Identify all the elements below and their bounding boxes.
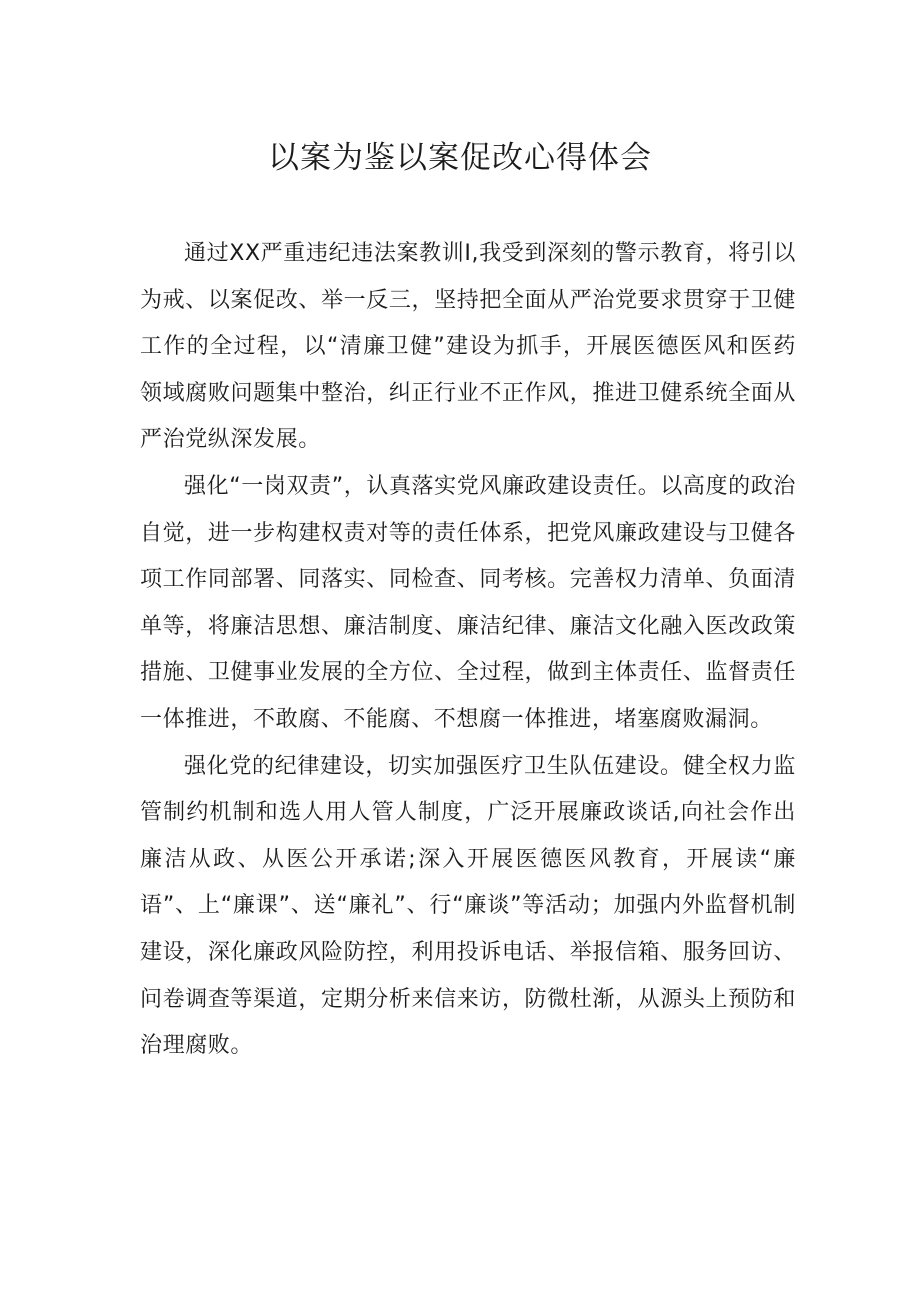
- paragraph-discipline: 强化党的纪律建设，切实加强医疗卫生队伍建设。健全权力监管制约机制和选人用人管人制度，广泛开展廉政谈话,向社会作出廉洁从政、从医公开承诺;深入开展医德医风教育，开展读“廉语”、上“廉课”、送“廉礼”、行“廉谈”等活动；加强内外监督机制建设，深化廉政风险防控，利用投诉电话、举报信箱、服务回访、问卷调查等渠道，定期分析来信来访，防微杜渐，从源头上预防和治理腐败。: [140, 753, 796, 1059]
- paragraph-intro: 通过XX严重违纪违法案教训I,我受到深刻的警示教育，将引以为戒、以案促改、举一反三，坚持把全面从严治党要求贯穿于卫健工作的全过程，以“清廉卫健”建设为抓手，开展医德医风和医药领域腐败问题集中整治，纠正行业不正作风，推进卫健系统全面从严治党纵深发展。: [140, 241, 796, 453]
- document-title: 以案为鉴以案促改心得体会: [268, 140, 652, 176]
- document-body: [140, 231, 796, 1070]
- paragraph-responsibility: 强化“一岗双责”，认真落实党风廉政建设责任。以高度的政治自觉，进一步构建权责对等的责任体系，把党风廉政建设与卫健各项工作同部署、同落实、同检查、同考核。完善权力清单、负面清单等，将廉洁思想、廉洁制度、廉洁纪律、廉洁文化融入医改政策措施、卫健事业发展的全方位、全过程，做到主体责任、监督责任一体推进，不敢腐、不能腐、不想腐一体推进，堵塞腐败漏洞。: [140, 473, 796, 732]
